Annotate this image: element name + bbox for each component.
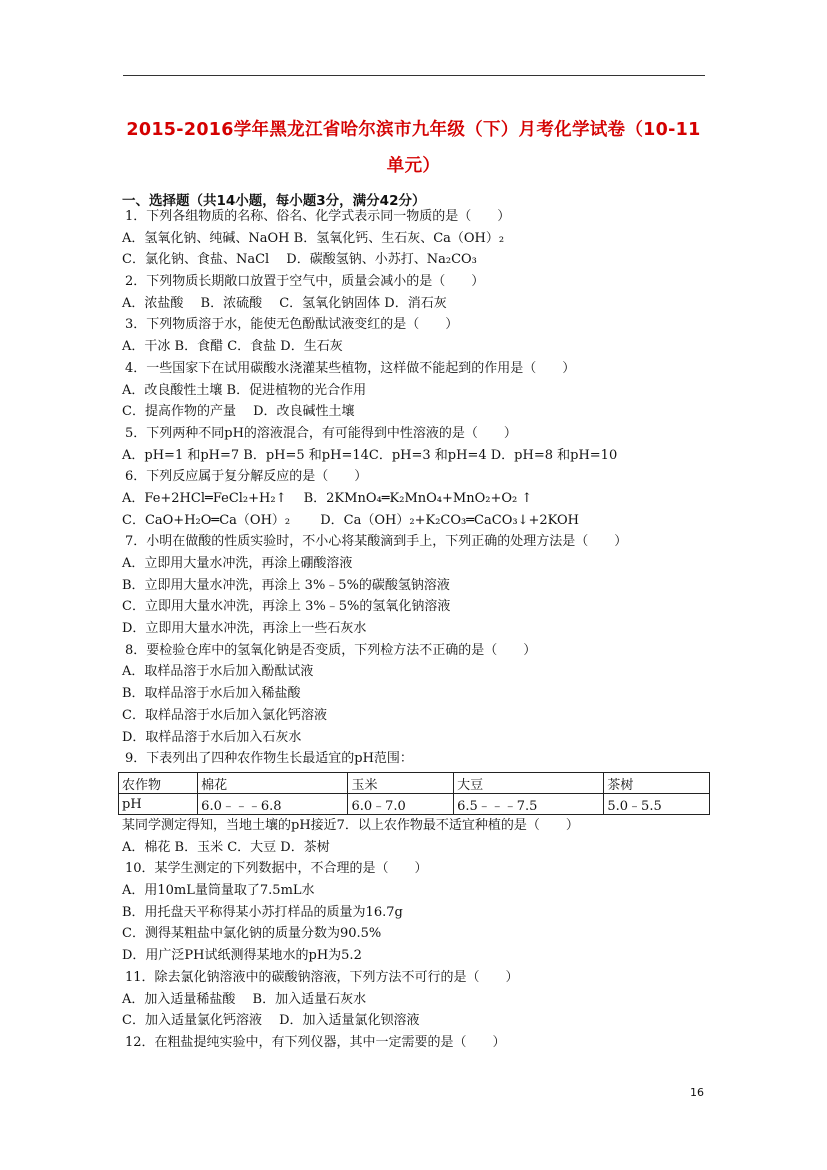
option-line: C．取样品溶于水后加入氯化钙溶液 [122, 707, 327, 723]
question-line: 5．下列两种不同pH的溶液混合，有可能得到中性溶液的是（ ） [125, 425, 517, 441]
option-line: B．立即用大量水冲洗，再涂上 3%﹣5%的碳酸氢钠溶液 [122, 577, 450, 593]
option-line: D．立即用大量水冲洗，再涂上一些石灰水 [122, 621, 367, 637]
option-line: A．浓盐酸 B．浓硫酸 C．氢氧化钠固体 D．消石灰 [122, 295, 447, 311]
option-line: A．取样品溶于水后加入酚酞试液 [122, 664, 314, 680]
option-line: A．pH=1 和pH=7 B．pH=5 和pH=14C．pH=3 和pH=4 D．pH=8 和pH=10 [122, 447, 618, 463]
question-line: 11．除去氯化钠溶液中的碳酸钠溶液，下列方法不可行的是（ ） [125, 969, 519, 985]
section-heading: 一、选择题（共14小题，每小题3分，满分42分） [122, 193, 426, 209]
option-line: A．棉花 B．玉米 C．大豆 D．茶树 [122, 839, 330, 855]
question-line: 10．某学生测定的下列数据中，不合理的是（ ） [125, 861, 428, 877]
header-rule [123, 75, 705, 76]
question-lines-after-table [122, 815, 722, 1054]
page-title-line-1: 2015-2016学年黑龙江省哈尔滨市九年级（下）月考化学试卷（10-11 [126, 120, 701, 140]
table-header-row [119, 773, 710, 794]
question-line: 6．下列反应属于复分解反应的是（ ） [125, 469, 368, 485]
table-cell: 6.5﹣﹣﹣7.5 [454, 794, 604, 815]
table-cell: pH [119, 794, 198, 815]
option-line: B．取样品溶于水后加入稀盐酸 [122, 686, 301, 702]
question-line: 4．一些国家下在试用碳酸水浇灌某些植物，这样做不能起到的作用是（ ） [125, 360, 576, 376]
option-line: A．干冰 B．食醋 C．食盐 D．生石灰 [122, 339, 343, 355]
page-number: 16 [690, 1086, 704, 1099]
table-cell: 5.0﹣5.5 [604, 794, 710, 815]
question-line: 8．要检验仓库中的氢氧化钠是否变质，下列检方法不正确的是（ ） [125, 642, 537, 658]
question-line: 某同学测定得知，当地土壤的pH接近7．以上农作物最不适宜种植的是（ ） [122, 818, 579, 833]
option-line: A．立即用大量水冲洗，再涂上硼酸溶液 [122, 556, 353, 571]
option-line: D．用广泛PH试纸测得某地水的pH为5.2 [122, 948, 362, 964]
table-cell: 棉花 [198, 773, 348, 794]
option-line: C．提高作物的产量 D．改良碱性土壤 [122, 404, 355, 420]
table-cell: 6.0﹣7.0 [348, 794, 454, 815]
option-line: A．改良酸性土壤 B．促进植物的光合作用 [122, 382, 367, 398]
crop-ph-table [118, 772, 710, 815]
table-cell: 6.0﹣﹣﹣6.8 [198, 794, 348, 815]
option-line: A．Fe+2HCl═FeCl₂+H₂↑ B．2KMnO₄═K₂MnO₄+MnO₂+O₂ ↑ [122, 490, 533, 506]
page-title-line-2: 单元） [386, 156, 441, 176]
question-line: 2．下列物质长期敞口放置于空气中，质量会减小的是（ ） [125, 274, 485, 290]
table-cell: 农作物 [119, 773, 198, 794]
question-lines-before-table [122, 206, 722, 770]
option-line: C．氯化钠、食盐、NaCl D．碳酸氢钠、小苏打、Na₂CO₃ [122, 252, 477, 268]
option-line: B．用托盘天平称得某小苏打样品的质量为16.7g [122, 904, 403, 920]
table-cell: 玉米 [348, 773, 454, 794]
question-line: 7．小明在做酸的性质实验时，不小心将某酸滴到手上，下列正确的处理方法是（ ） [125, 534, 628, 550]
option-line: C．立即用大量水冲洗，再涂上 3%﹣5%的氢氧化钠溶液 [122, 599, 451, 615]
table-row [119, 794, 710, 815]
option-line: D．取样品溶于水后加入石灰水 [122, 729, 302, 745]
question-line: 1．下列各组物质的名称、俗名、化学式表示同一物质的是（ ） [125, 209, 511, 224]
table-cell: 茶树 [604, 773, 710, 794]
option-line: A．氢氧化钠、纯碱、NaOH B．氢氧化钙、生石灰、Ca（OH）₂ [122, 230, 505, 246]
option-line: C．加入适量氯化钙溶液 D．加入适量氯化钡溶液 [122, 1013, 420, 1029]
option-line: C．测得某粗盐中氯化钠的质量分数为90.5% [122, 926, 382, 942]
question-line: 12．在粗盐提纯实验中，有下列仪器，其中一定需要的是（ ） [125, 1034, 506, 1050]
option-line: A．加入适量稀盐酸 B．加入适量石灰水 [122, 991, 367, 1007]
question-line: 3．下列物质溶于水，能使无色酚酞试液变红的是（ ） [125, 317, 459, 333]
question-line: 9．下表列出了四种农作物生长最适宜的pH范围： [125, 751, 413, 767]
option-line: A．用10mL量筒量取了7.5mL水 [122, 883, 315, 899]
option-line: C．CaO+H₂O═Ca（OH）₂ D．Ca（OH）₂+K₂CO₃═CaCO₃↓+2KOH [122, 512, 579, 528]
table-cell: 大豆 [454, 773, 604, 794]
